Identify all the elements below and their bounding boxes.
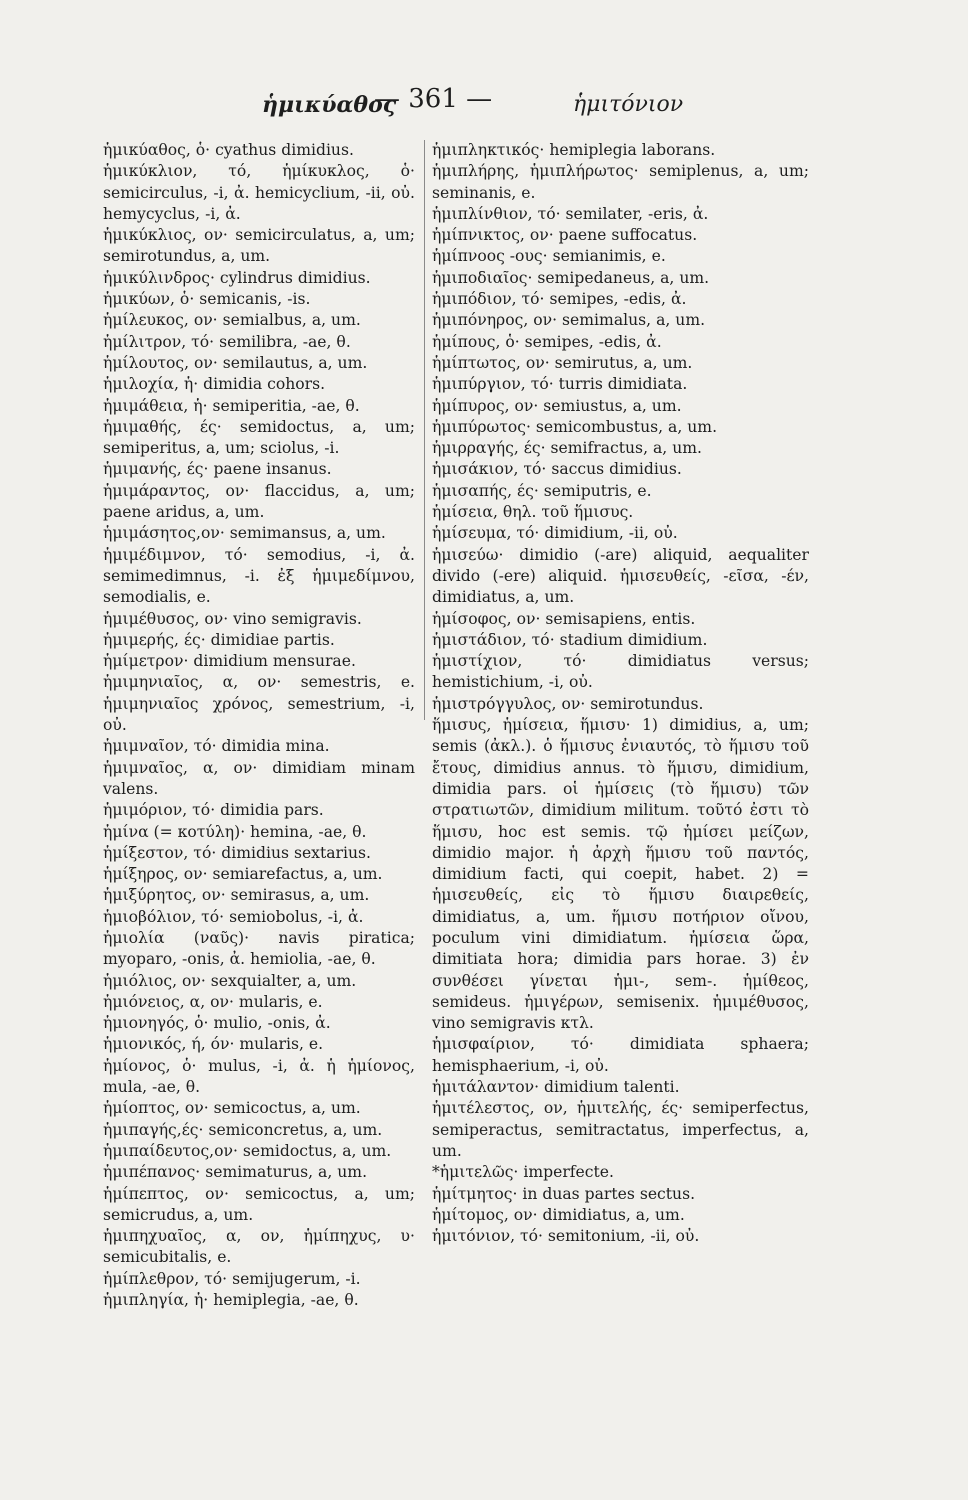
dictionary-entry: ἡμιπληγία, ἡ· hemiplegia, -ae, θ. <box>103 1291 359 1310</box>
dictionary-entry: ἡμιμανής, ές· paene insanus. <box>103 460 332 479</box>
dictionary-entry: ἡμιμάθεια, ἡ· semiperitia, -ae, θ. <box>103 396 360 415</box>
header-right-guideword: ἡμιτόνιον <box>573 92 684 117</box>
dictionary-entry: ἡμικύκλιος, ον· semicirculatus, a, um; semirotundus, a, um. <box>103 226 415 266</box>
dictionary-entry: ἡμιστίχιον, τό· dimidiatus versus; hemistichium, -i, οὐ. <box>432 652 809 692</box>
dictionary-entry: ἡμιμερής, ές· dimidiae partis. <box>103 630 335 649</box>
dictionary-entry: ἡμιστάδιον, τό· stadium dimidium. <box>432 630 708 649</box>
dictionary-entry: ἡμιολία (ναῦς)· navis piratica; myoparo, -onis, ἀ. hemiolia, -ae, θ. <box>103 928 415 969</box>
dictionary-entry: ἡμιρραγής, ές· semifractus, a, um. <box>432 439 702 458</box>
dictionary-entry: ἡμικύων, ὁ· semicanis, -is. <box>103 290 311 309</box>
dictionary-entry: ἡμιπόνηρος, ον· semimalus, a, um. <box>432 311 706 330</box>
dictionary-entry: ἡμίπτωτος, ον· semirutus, a, um. <box>432 353 693 372</box>
dictionary-entry: ἡμίλιτρον, τό· semilibra, -ae, θ. <box>103 332 351 351</box>
dictionary-entry: ἡμιονηγός, ὁ· mulio, -onis, ἀ. <box>103 1014 331 1033</box>
dictionary-entry: ἡμιποδιαῖος· semipedaneus, a, um. <box>432 268 710 287</box>
dictionary-entry: ἡμιμναῖος, α, ον· dimidiam minam valens. <box>103 758 415 798</box>
dictionary-entry: ἡμιτέλεστος, ον, ἡμιτελής, ές· semiperfectus, semiperactus, semitractatus, imperfectus, a, um. <box>432 1099 809 1160</box>
dictionary-entry: ἡμιπαγής,ές· semiconcretus, a, um. <box>103 1120 383 1139</box>
dictionary-entry: ἡμιμέθυσος, ον· vino semigravis. <box>103 609 362 628</box>
dictionary-entry: ἡμίσοφος, ον· semisapiens, entis. <box>432 609 696 628</box>
dictionary-entry: ἡμιμέδιμνον, τό· semodius, -i, ἀ. semimedimnus, -i. ἐξ ἡμιμεδίμνου, semodialis, e. <box>103 545 415 607</box>
dictionary-entry: ἡμιξύρητος, ον· semirasus, a, um. <box>103 886 370 905</box>
dictionary-entry: ἡμισφαίριον, τό· dimidiata sphaera; hemisphaerium, -i, οὐ. <box>432 1035 809 1075</box>
dictionary-entry: *ἡμιτελῶς· imperfecte. <box>432 1163 614 1182</box>
dictionary-entry: ἡμικύαθος, ὁ· cyathus dimidius. <box>103 141 354 159</box>
dictionary-entry: ἡμίπυρος, ον· semiustus, a, um. <box>432 396 682 415</box>
column-divider <box>424 140 425 720</box>
dictionary-entry: ἡμίοπτος, ον· semicoctus, a, um. <box>103 1099 361 1118</box>
dictionary-entry: ἡμιστρόγγυλος, ον· semirotundus. <box>432 694 704 713</box>
dictionary-entry: ἡμίτομος, ον· dimidiatus, a, um. <box>432 1205 685 1224</box>
dictionary-entry: ἡμιπηχυαῖος, α, ον, ἡμίπηχυς, υ· semicubitalis, e. <box>103 1227 415 1267</box>
dictionary-entry: ἥμισυς, ἡμίσεια, ἥμισυ· 1) dimidius, a, um; semis (ἀκλ.). ὁ ἥμισυς ἐνιαυτός, τὸ ἥμισυ τοῦ ἔτους, dimidius annus. τὸ ἥμισυ, dimidium, dimidia pars. οἱ ἡμίσεις (τὸ ἥμισυ) τῶν στρατιωτῶν, dimidium militum. τοῦτό ἐστι τὸ ἥμισυ, hoc est semis. τῷ ἡμίσει μείζων, dimidio major. ἡ ἀρχὴ ἥμισυ τοῦ παντός, dimidium facti, qui coepit, habet. 2) = ἡμισευθείς, εἰς τὸ ἥμισυ διαιρεθείς, dimidiatus, a, um. ἥμισυ ποτήριον οἴνου, poculum vini dimidiatum. ἡμίσεια ὥρα, dimitiata hora; dimidia pars horae. 3) ἐν συνθέσει γίνεται ἡμι-, sem-. ἡμίθεος, semideus. ἡμιγέρων, semisenix. ἡμιμέθυσος, vino semigravis κτλ. <box>432 716 809 1033</box>
dictionary-entry: ἡμιόνειος, α, ον· mularis, e. <box>103 992 323 1011</box>
dictionary-entry: ἡμίτμητος· in duas partes sectus. <box>432 1184 696 1203</box>
left-column <box>103 140 415 1311</box>
dictionary-entry: ἡμικύλινδρος· cylindrus dimidius. <box>103 268 371 287</box>
page-number: — 361 — <box>374 84 493 114</box>
dictionary-entry: ἡμιμόριον, τό· dimidia pars. <box>103 801 324 820</box>
dictionary-entry: ἡμίσεια, θηλ. τοῦ ἥμισυς. <box>432 503 634 522</box>
dictionary-entry: ἡμιμαθής, ές· semidoctus, a, um; semiperitus, a, um; sciolus, -i. <box>103 417 415 458</box>
dictionary-entry: ἡμίξηρος, ον· semiarefactus, a, um. <box>103 865 383 884</box>
dictionary-entry: ἡμίμετρον· dimidium mensurae. <box>103 652 356 671</box>
dictionary-entry: ἡμιονικός, ή, όν· mularis, e. <box>103 1035 324 1054</box>
running-header <box>0 84 968 126</box>
dictionary-entry: ἡμίπνοος -ους· semianimis, e. <box>432 247 666 266</box>
dictionary-entry: ἡμίπνικτος, ον· paene suffocatus. <box>432 226 698 245</box>
dictionary-entry: ἡμιμάραντος, ον· flaccidus, a, um; paene aridus, a, um. <box>103 481 415 522</box>
dictionary-entry: ἡμισαπής, ές· semiputris, e. <box>432 481 652 500</box>
dictionary-entry: ἡμιοβόλιον, τό· semiobolus, -i, ἀ. <box>103 907 364 926</box>
dictionary-entry: ἡμιπλίνθιον, τό· semilater, -eris, ἀ. <box>432 204 709 223</box>
dictionary-entry: ἡμίονος, ὁ· mulus, -i, ἀ. ἡ ἡμίονος, mula, -ae, θ. <box>103 1056 415 1097</box>
dictionary-entry: ἡμιπαίδευτος,ον· semidoctus, a, um. <box>103 1141 392 1160</box>
dictionary-entry: ἡμιμάσητος,ον· semimansus, a, um. <box>103 524 386 543</box>
dictionary-entry: ἡμιλοχία, ἡ· dimidia cohors. <box>103 375 326 394</box>
header-left-guideword: ἡμικύαθος <box>262 92 397 118</box>
dictionary-entry: ἡμιπλήρης, ἡμιπλήρωτος· semiplenus, a, um; seminanis, e. <box>432 162 809 202</box>
dictionary-entry: ἡμιπύρωτος· semicombustus, a, um. <box>432 417 718 436</box>
dictionary-entry: ἡμιμηνιαῖος, α, ον· semestris, e. ἡμιμηνιαῖος χρόνος, semestrium, -i, οὐ. <box>103 673 415 735</box>
dictionary-entry: ἡμισάκιον, τό· saccus dimidius. <box>432 460 682 479</box>
dictionary-entry: ἡμιπληκτικός· hemiplegia laborans. <box>432 141 716 159</box>
dictionary-entry: ἡμίσευμα, τό· dimidium, -ii, οὐ. <box>432 524 678 543</box>
dictionary-entry: ἡμίνα (= κοτύλη)· hemina, -ae, θ. <box>103 822 367 841</box>
dictionary-entry: ἡμιμναῖον, τό· dimidia mina. <box>103 737 330 756</box>
dictionary-entry: ἡμιτάλαντον· dimidium talenti. <box>432 1078 680 1097</box>
dictionary-entry: ἡμίξεστον, τό· dimidius sextarius. <box>103 843 371 862</box>
right-column <box>432 140 809 1247</box>
dictionary-entry: ἡμίπεπτος, ον· semicoctus, a, um; semicrudus, a, um. <box>103 1184 415 1224</box>
dictionary-entry: ἡμισεύω· dimidio (-are) aliquid, aequaliter divido (-ere) aliquid. ἡμισευθείς, -εῖσα, -έν, dimidiatus, a, um. <box>432 545 809 607</box>
dictionary-entry: ἡμιπέπανος· semimaturus, a, um. <box>103 1163 368 1182</box>
dictionary-entry: ἡμίλευκος, ον· semialbus, a, um. <box>103 311 361 330</box>
dictionary-entry: ἡμιόλιος, ον· sexquialter, a, um. <box>103 971 357 990</box>
dictionary-entry: ἡμίπλεθρον, τό· semijugerum, -i. <box>103 1269 361 1288</box>
dictionary-entry: ἡμίπους, ὁ· semipes, -edis, ἀ. <box>432 332 662 351</box>
dictionary-entry: ἡμιπόδιον, τό· semipes, -edis, ἀ. <box>432 290 687 309</box>
dictionary-entry: ἡμιπύργιον, τό· turris dimidiata. <box>432 375 688 394</box>
dictionary-entry: ἡμικύκλιον, τό, ἡμίκυκλος, ὁ· semicirculus, -i, ἀ. hemicyclium, -ii, οὐ. hemycyclus, -i, ἀ. <box>103 162 415 223</box>
dictionary-entry: ἡμίλουτος, ον· semilautus, a, um. <box>103 353 368 372</box>
dictionary-entry: ἡμιτόνιον, τό· semitonium, -ii, οὐ. <box>432 1227 700 1246</box>
